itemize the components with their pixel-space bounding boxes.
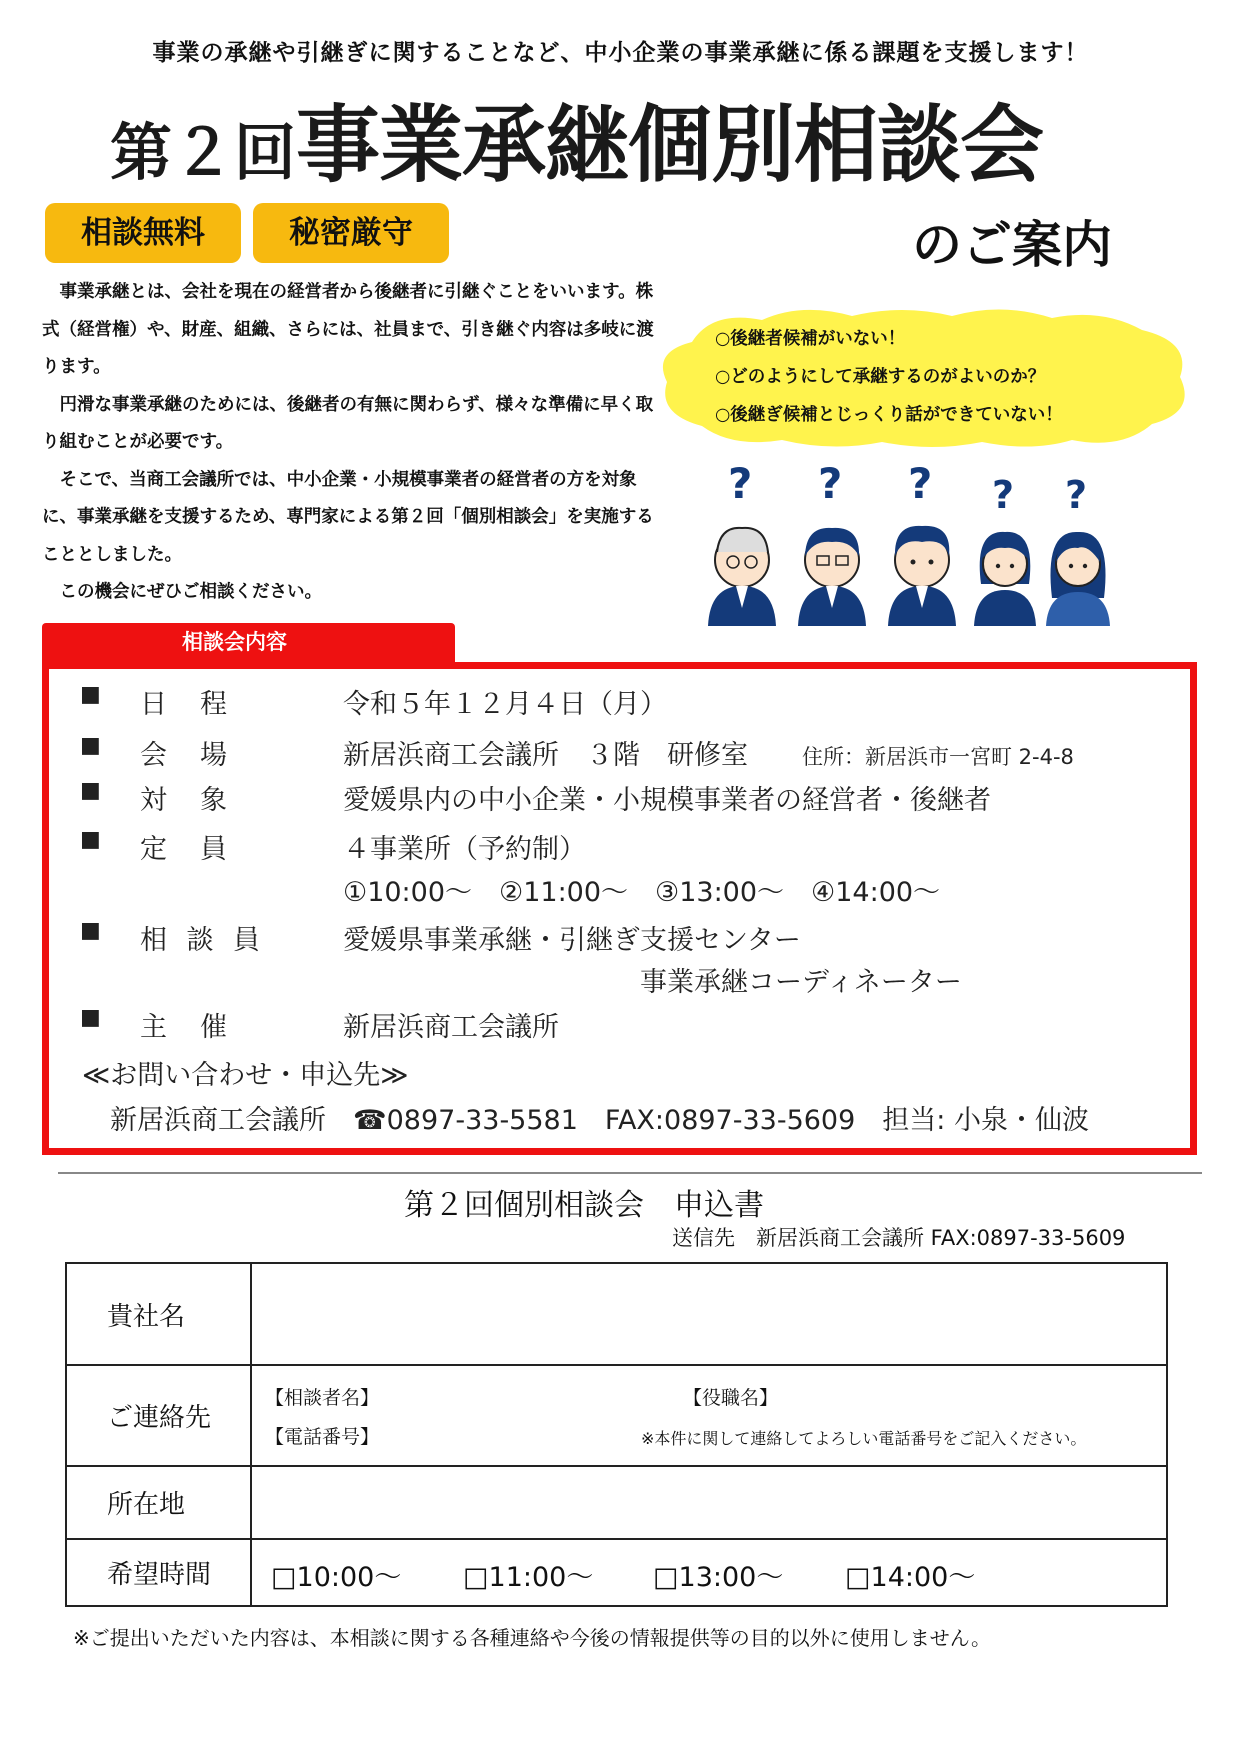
contact-line: 新居浜商工会議所 ☎0897-33-5581 FAX:0897-33-5609 担当: 小泉・仙波 [110,1105,1089,1136]
time-checkbox[interactable]: □10:00～ [271,1562,402,1593]
company-field[interactable] [251,1263,1167,1365]
consultant-name-label: 【相談者名】 [265,1387,380,1409]
contact-field[interactable] [251,1365,1167,1466]
send-to: 送信先 新居浜商工会議所 FAX:0897-33-5609 [672,1226,1126,1250]
intro-paragraph: 事業承継とは、会社を現在の経営者から後継者に引継ぐことをいいます。株式（経営権）や、財産、組織、さらには、社員まで、引き継ぐ内容は多岐に渡ります。 [42,282,654,377]
title-main: 事業承継個別相談会 [296,96,1044,194]
row-label: 主 催 [140,1012,227,1043]
bullet-icon: ■ [80,827,101,852]
bullet-icon: ■ [80,682,101,707]
row-label: 会 場 [140,740,227,771]
time-checkbox[interactable]: □14:00～ [845,1562,976,1593]
section-divider [58,1172,1202,1174]
organizer-value: 新居浜商工会議所 [343,1012,559,1043]
worry-list [715,320,1063,434]
person-icon [974,473,1036,626]
intro-paragraph: この機会にぜひご相談ください。 [42,582,322,602]
time-checkbox[interactable]: □11:00～ [463,1562,594,1593]
company-label: 貴社名 [66,1263,251,1365]
details-tab-label: 相談会内容 [182,630,287,654]
details-tab [42,623,455,663]
contact-label: ご連絡先 [66,1365,251,1466]
lead-text: 事業の承継や引継ぎに関することなど、中小企業の事業承継に係る課題を支援します！ [152,40,1089,66]
consultant-role: 事業承継コーディネーター [640,967,962,998]
badge-confidential: 秘密厳守 [253,203,449,263]
worry-item: ○後継ぎ候補とじっくり話ができていない！ [715,405,1063,425]
phone-note: ※本件に関して連絡してよろしい電話番号をご記入ください。 [641,1429,1087,1448]
row-label: 対 象 [140,785,227,816]
row-label: 定 員 [140,834,227,865]
bullet-icon: ■ [80,918,101,943]
subtitle: のご案内 [912,216,1112,274]
bullet-icon: ■ [80,1005,101,1030]
intro-paragraph: そこで、当商工会議所では、中小企業・小規模事業者の経営者の方を対象に、事業承継を支援するため、専門家による第２回「個別相談会」を実施することとしました。 [42,469,654,565]
bullet-icon: ■ [80,733,101,758]
worry-item: ○後継者候補がいない！ [715,329,906,349]
svg-text:?: ? [1065,473,1088,517]
svg-text:?: ? [818,459,843,508]
svg-text:?: ? [728,459,753,508]
time-slots: ①10:00～ ②11:00～ ③13:00～ ④14:00～ [343,877,941,908]
person-icon [888,459,956,626]
phone-label: 【電話番号】 [265,1426,380,1448]
row-label: 日 程 [140,689,227,720]
intro-paragraph: 円滑な事業承継のためには、後継者の有無に関わらず、様々な準備に早く取り組むことが必要です。 [42,394,654,452]
venue-address: 住所：新居浜市一宮町 2-4-8 [802,745,1074,769]
address-label: 所在地 [66,1466,251,1539]
person-icon [798,459,866,626]
badge-free: 相談無料 [45,203,241,263]
worry-item: ○どのようにして承継するのがよいのか？ [715,367,1046,387]
target-value: 愛媛県内の中小企業・小規模事業者の経営者・後継者 [343,785,991,816]
form-title: 第２回個別相談会 申込書 [404,1188,764,1223]
time-checkbox[interactable]: □13:00～ [653,1562,784,1593]
row-label: 相 談 員 [140,925,260,956]
svg-text:?: ? [908,459,933,508]
application-form [65,1262,1168,1607]
intro-text [42,274,667,612]
consultant-value: 愛媛県事業承継・引継ぎ支援センター [343,925,801,956]
schedule-value: 令和５年１２月４日（月） [343,689,667,720]
position-label: 【役職名】 [683,1387,779,1409]
title-prefix: 第２回 [110,116,297,189]
worried-people-illustration [690,458,1150,633]
bullet-icon: ■ [80,778,101,803]
svg-text:?: ? [992,473,1015,517]
person-icon [1046,473,1110,626]
capacity-value: ４事業所（予約制） [343,834,586,865]
venue-value: 新居浜商工会議所 ３階 研修室 住所：新居浜市一宮町 2-4-8 [343,740,1074,771]
address-field[interactable] [251,1466,1167,1539]
page-title [110,78,1043,199]
time-options [251,1539,1167,1606]
time-label: 希望時間 [66,1539,251,1606]
footnote: ※ご提出いただいた内容は、本相談に関する各種連絡や今後の情報提供等の目的以外に使用しません。 [73,1626,991,1650]
person-icon [708,459,776,626]
contact-heading: ≪お問い合わせ・申込先≫ [82,1060,409,1091]
